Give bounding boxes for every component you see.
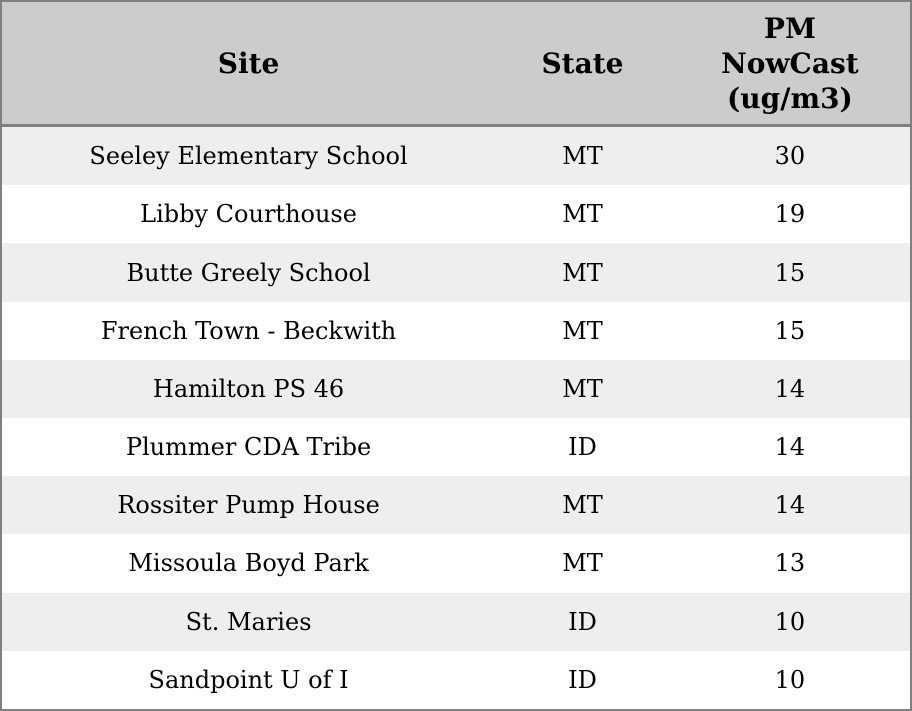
state-cell: MT xyxy=(562,316,603,345)
header-row xyxy=(1,1,911,126)
site-cell: Missoula Boyd Park xyxy=(128,549,369,578)
state-cell: MT xyxy=(562,200,603,229)
site-cell: French Town - Beckwith xyxy=(100,316,397,345)
site-cell: Hamilton PS 46 xyxy=(152,374,345,403)
table-row xyxy=(1,651,911,710)
pm-nowcast-cell: 19 xyxy=(774,200,806,229)
column-header-state: State xyxy=(495,1,670,126)
table-row xyxy=(1,126,911,186)
pm-nowcast-cell: 14 xyxy=(774,433,806,462)
table-row xyxy=(1,302,911,360)
site-cell: Butte Greely School xyxy=(126,258,371,287)
pm-nowcast-cell: 10 xyxy=(774,607,806,636)
site-cell: Rossiter Pump House xyxy=(117,491,380,520)
state-cell: ID xyxy=(568,433,597,462)
table-row xyxy=(1,185,911,243)
pm-nowcast-cell: 14 xyxy=(774,491,806,520)
pm-nowcast-cell: 13 xyxy=(774,549,806,578)
state-cell: MT xyxy=(562,142,603,171)
state-cell: ID xyxy=(568,607,597,636)
pm-nowcast-cell: 15 xyxy=(774,258,806,287)
state-cell: MT xyxy=(562,258,603,287)
site-cell: Libby Courthouse xyxy=(140,200,357,229)
table-row xyxy=(1,476,911,534)
site-cell: St. Maries xyxy=(185,607,312,636)
site-cell: Plummer CDA Tribe xyxy=(125,433,372,462)
state-cell: MT xyxy=(562,491,603,520)
pm-nowcast-cell: 10 xyxy=(774,665,806,694)
site-cell: Seeley Elementary School xyxy=(89,142,408,171)
pm-nowcast-cell: 30 xyxy=(774,142,806,171)
table-row xyxy=(1,360,911,418)
table-header xyxy=(1,1,911,126)
pm-nowcast-cell: 14 xyxy=(774,374,806,403)
state-cell: MT xyxy=(562,374,603,403)
column-header-pm-nowcast-label: PM NowCast (ug/m3) xyxy=(721,11,859,115)
table-row xyxy=(1,418,911,476)
table-row xyxy=(1,593,911,651)
site-cell: Sandpoint U of I xyxy=(148,665,349,694)
table-row xyxy=(1,534,911,592)
table-row xyxy=(1,243,911,301)
column-header-site: Site xyxy=(1,1,495,126)
state-cell: ID xyxy=(568,665,597,694)
state-cell: MT xyxy=(562,549,603,578)
pm-nowcast-cell: 15 xyxy=(774,316,806,345)
column-header-pm-nowcast xyxy=(670,1,911,126)
table-body xyxy=(1,126,911,711)
